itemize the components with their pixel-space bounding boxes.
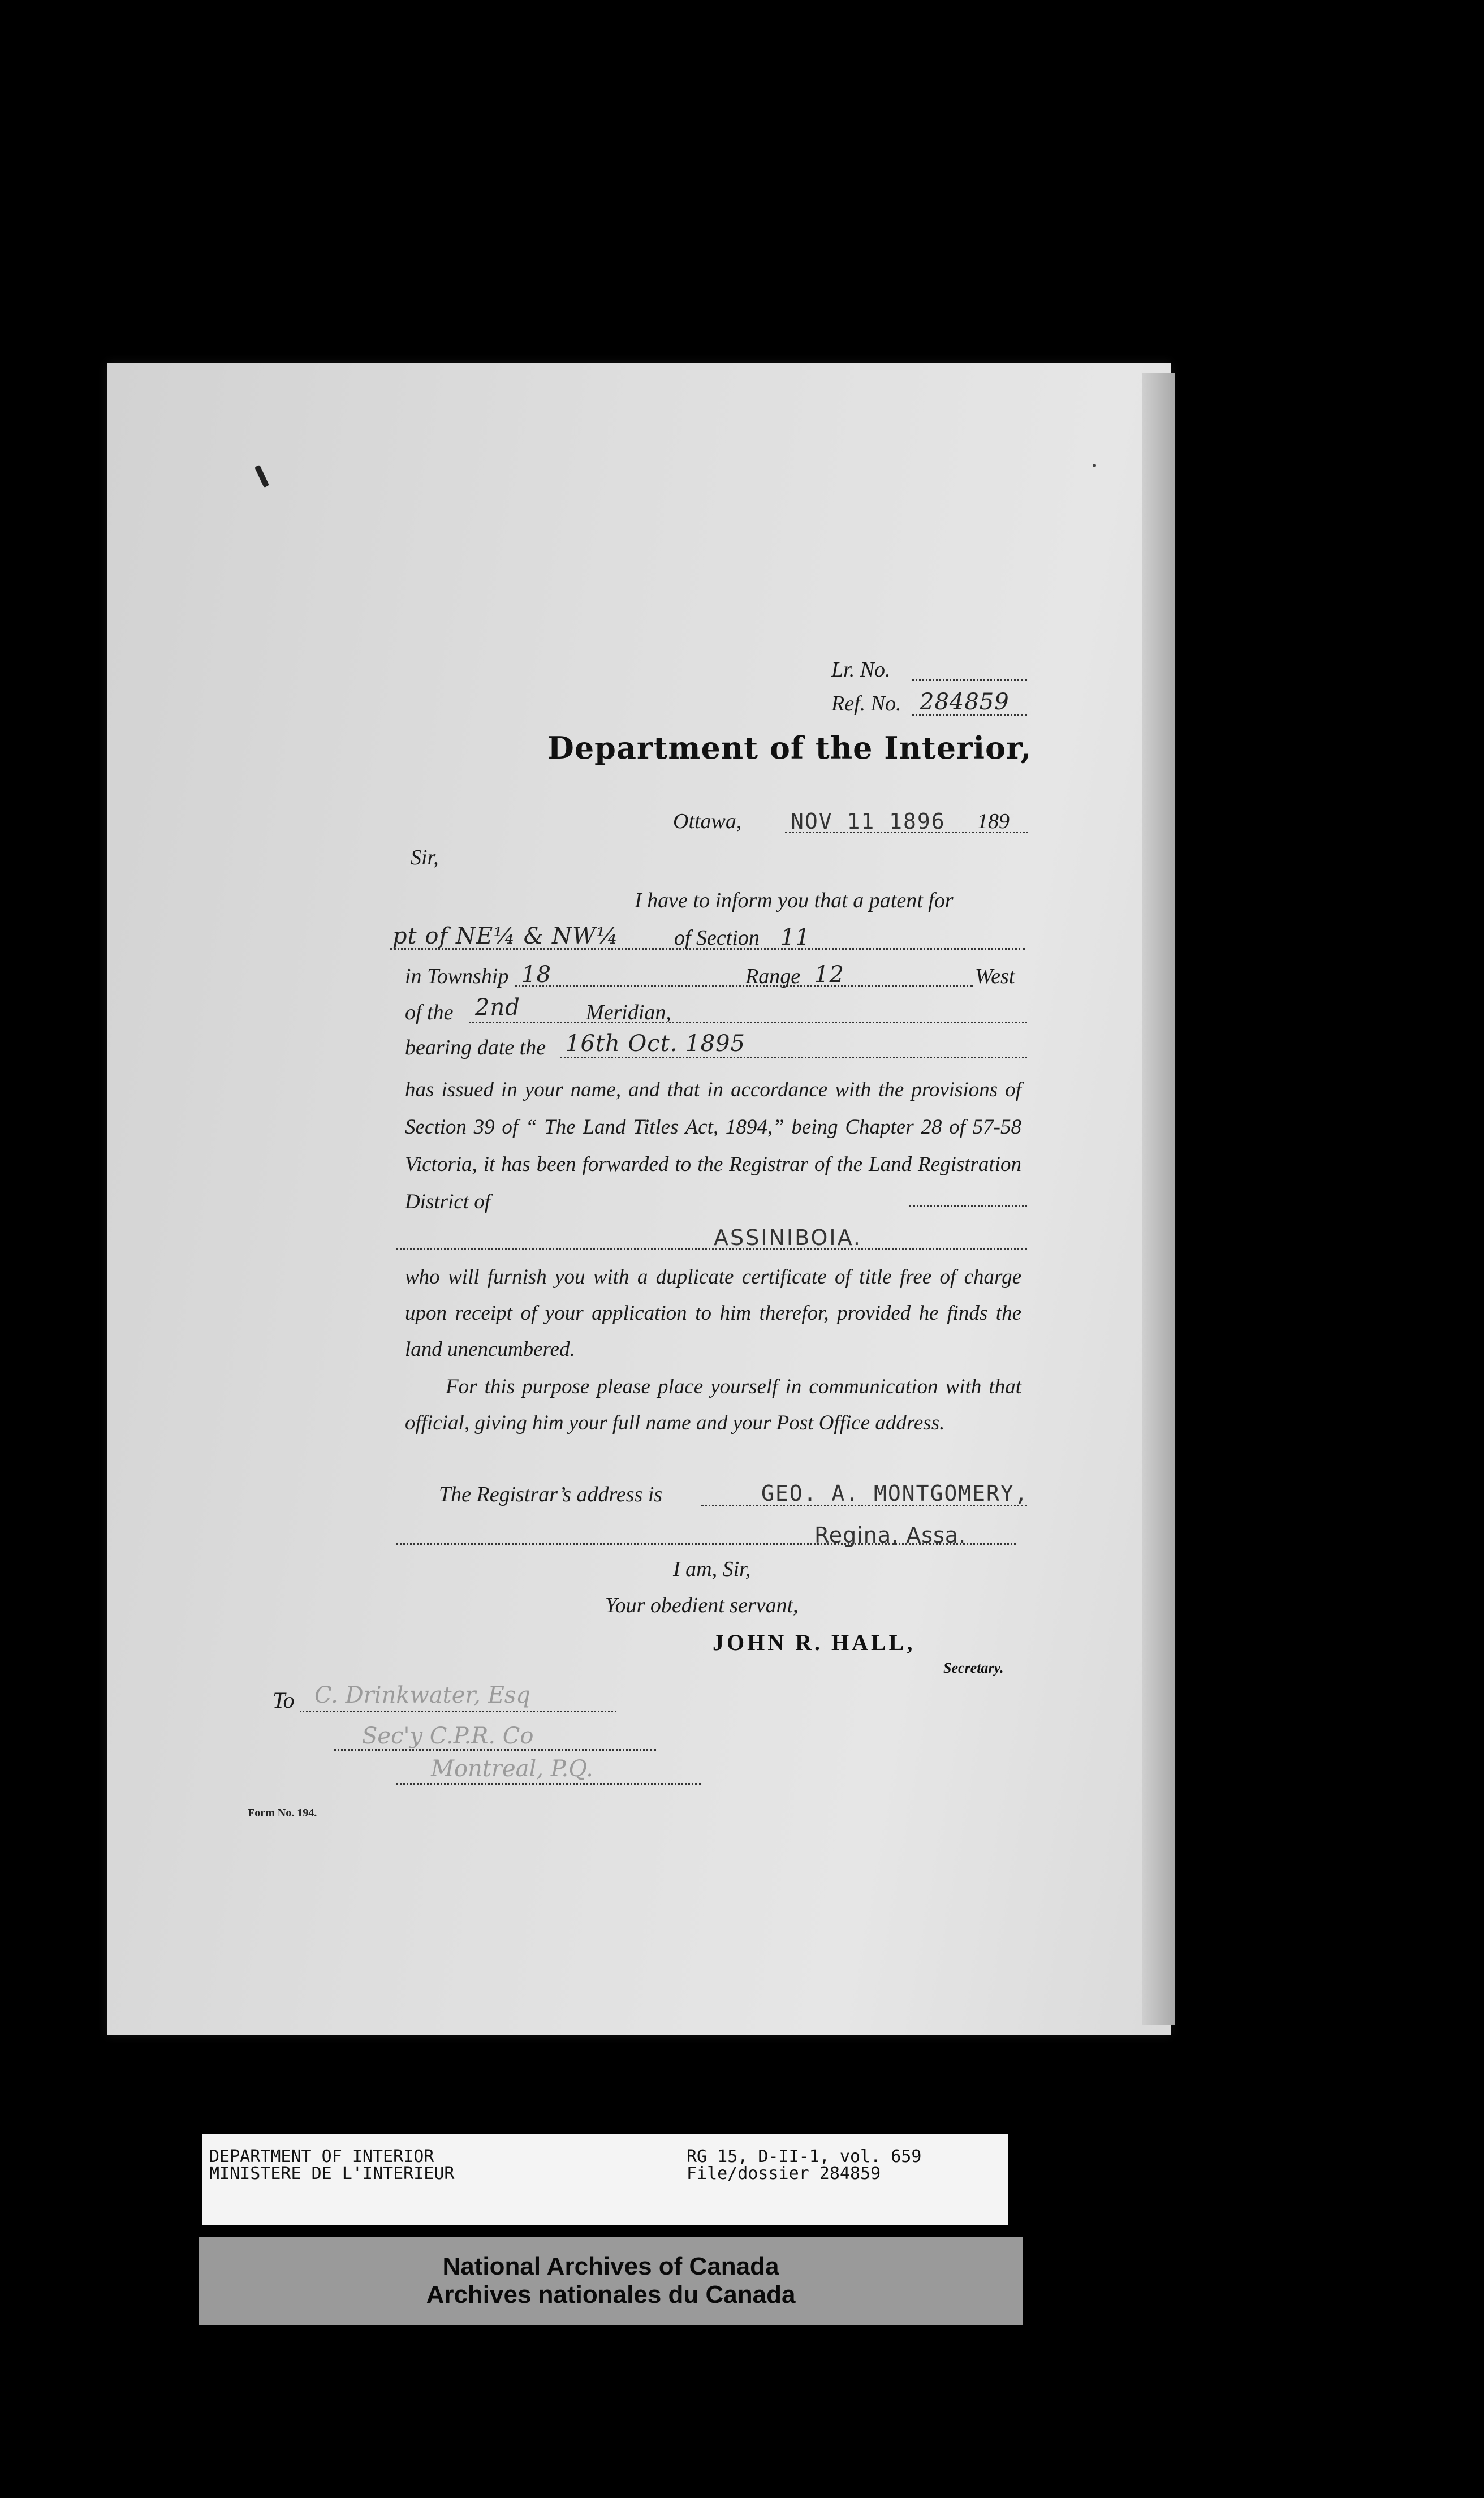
range-label: Range	[745, 964, 801, 988]
archive-banner-en: National Archives of Canada	[442, 2252, 779, 2280]
township-line	[515, 985, 973, 987]
district-line-2	[396, 1248, 1027, 1250]
registrar-name: GEO. A. MONTGOMERY,	[761, 1481, 1029, 1506]
addressee-underline-1	[300, 1711, 616, 1712]
ref-no-label: Ref. No.	[831, 692, 901, 716]
intro-text: I have to inform you that a patent for	[635, 889, 954, 912]
lr-no-line	[912, 679, 1027, 681]
registrar-place: Regina, Assa.	[814, 1523, 967, 1548]
west-label: West	[975, 964, 1015, 988]
body-paragraph-2: who will furnish you with a duplicate certificate of title free of charge upon receipt of your application to him therefor, provided he finds the land unencumbered.	[405, 1265, 1021, 1361]
body-paragraph-1: has issued in your name, and that in accordance with the provisions of Section 39 of “ The Land Titles Act, 1894,” being Chapter 28 of 57-58 Victoria, it has been forwarded to the Registrar of the Land Registration District of	[405, 1078, 1021, 1213]
closing-line-1: I am, Sir,	[673, 1557, 751, 1581]
archive-reference-label	[202, 2134, 1008, 2225]
signature: JOHN R. HALL,	[713, 1630, 916, 1655]
to-label: To	[273, 1687, 295, 1713]
bearing-label: bearing date the	[405, 1036, 546, 1060]
ref-no-value: 284859	[920, 689, 1010, 715]
addressee-line-3: Montreal, P.Q.	[431, 1756, 593, 1782]
bearing-line	[560, 1057, 1027, 1058]
year-suffix: 189	[977, 809, 1010, 833]
archive-department	[209, 2148, 454, 2182]
land-line	[390, 948, 1025, 950]
date-line	[785, 832, 1028, 833]
addressee-underline-2	[334, 1749, 656, 1751]
section-value: 11	[780, 924, 810, 950]
district-line-1	[909, 1205, 1027, 1207]
form-number: Form No. 194.	[248, 1807, 317, 1819]
district-stamp: ASSINIBOIA.	[714, 1225, 862, 1250]
archive-banner-fr: Archives nationales du Canada	[426, 2281, 796, 2309]
registrar-label: The Registrar’s address is	[439, 1483, 663, 1506]
archive-department-fr: MINISTERE DE L'INTERIEUR	[209, 2164, 455, 2183]
closing-line-2: Your obedient servant,	[605, 1593, 799, 1617]
land-description: pt of NE¼ & NW¼	[392, 923, 619, 949]
paper-speck	[1093, 464, 1096, 467]
body-paragraph-3: For this purpose please place yourself in communication with that official, giving him your full name and your Post Office address.	[405, 1375, 1021, 1435]
of-section-label: of Section	[674, 926, 760, 950]
registrar-line-1	[701, 1505, 1027, 1506]
ref-no-line	[912, 714, 1027, 716]
page-edge	[1142, 373, 1175, 2025]
meridian-value: 2nd	[475, 994, 520, 1020]
archive-reference	[687, 2148, 921, 2182]
registrar-line-2	[396, 1543, 1016, 1545]
signature-title: Secretary.	[943, 1660, 1004, 1676]
township-label: in Township	[405, 964, 509, 988]
place-label: Ottawa,	[673, 809, 742, 833]
addressee-line-1: C. Drinkwater, Esq	[314, 1682, 530, 1708]
addressee-line-2: Sec'y C.P.R. Co	[362, 1723, 534, 1749]
township-value: 18	[521, 962, 551, 988]
meridian-label: Meridian,	[586, 1001, 671, 1024]
bearing-value: 16th Oct. 1895	[566, 1031, 745, 1057]
salutation: Sir,	[411, 846, 439, 869]
addressee-underline-3	[396, 1783, 701, 1785]
meridian-line	[469, 1022, 1027, 1023]
archive-department-en: DEPARTMENT OF INTERIOR	[209, 2147, 434, 2167]
archive-rg-volume: RG 15, D-II-1, vol. 659	[687, 2147, 922, 2167]
of-the-label: of the	[405, 1001, 454, 1024]
date-stamp: NOV 11 1896	[791, 809, 946, 834]
archive-file-number: File/dossier 284859	[687, 2164, 881, 2183]
lr-no-label: Lr. No.	[831, 658, 891, 682]
page-title: Department of the Interior,	[547, 730, 1032, 766]
range-value: 12	[814, 962, 844, 988]
archive-banner	[199, 2237, 1023, 2325]
